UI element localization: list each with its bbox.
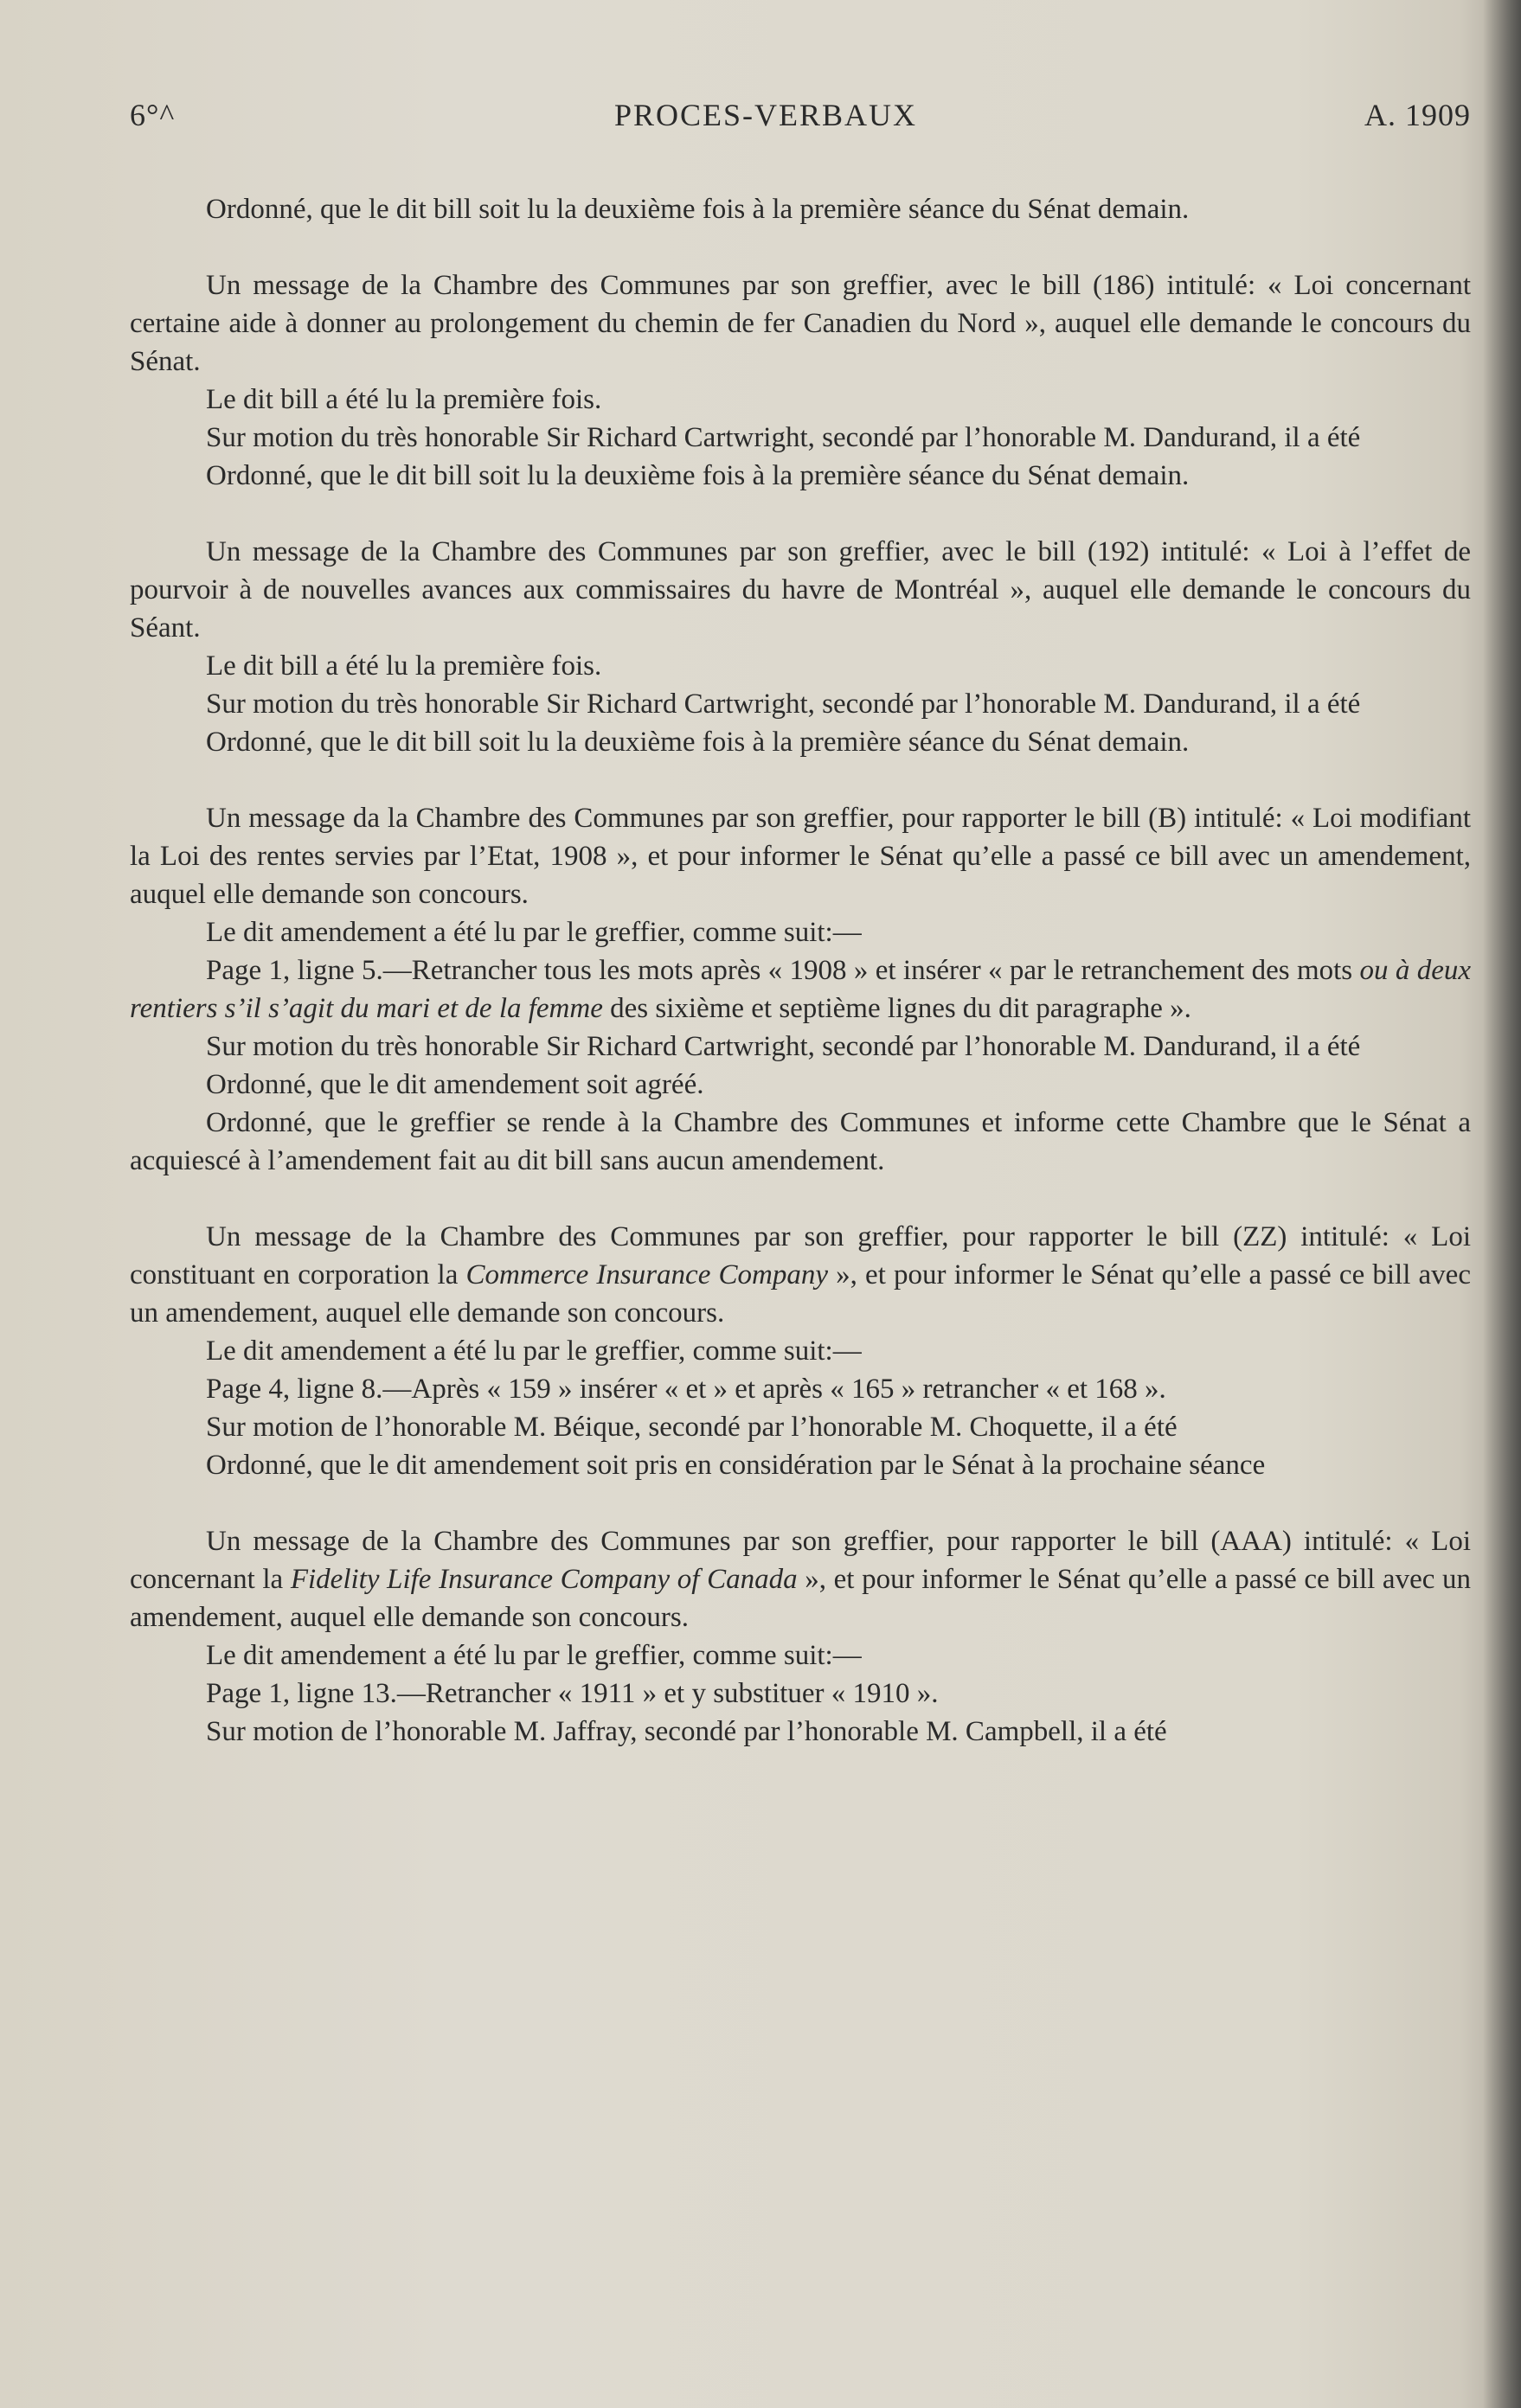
italic-text-run: Commerce Insurance Company [465,1259,828,1290]
paragraph: Sur motion du très honorable Sir Richard Cartwright, secondé par l’honorable M. Dandurand, il a été [206,1031,1361,1062]
text-run: Un message de la Chambre des Communes par son greffier, pour rapporter le bill (AAA) intitulé: « Loi concernant la [130,1526,1471,1595]
session-year: A. 1909 [1364,98,1471,132]
text-run: Page 1, ligne 5.—Retrancher tous les mots après « 1908 » et insérer « par le retranchement des mots [206,955,1360,986]
paragraph: Sur motion du très honorable Sir Richard Cartwright, secondé par l’honorable M. Dandurand, il a été [206,688,1361,720]
paragraph: Un message da la Chambre des Communes par son greffier, pour rapporter le bill (B) intitulé: « Loi modifiant la Loi des rentes servies par l’Etat, 1908 », et pour informer le Sénat qu’elle a passé ce bill avec un amendement, auquel elle demande son concours. [130,803,1471,910]
paragraph: Le dit bill a été lu la première fois. [206,384,602,415]
paragraph: Le dit amendement a été lu par le greffier, comme suit:— [206,1640,862,1671]
paragraph: Ordonné, que le dit amendement soit agréé. [206,1069,704,1100]
paragraph: Ordonné, que le dit bill soit lu la deuxième fois à la première séance du Sénat demain. [206,194,1190,225]
paragraph: Le dit amendement a été lu par le greffier, comme suit:— [206,917,862,948]
page-header [130,97,1471,140]
paragraph-with-italic [130,1218,1471,1332]
document-body [130,190,1471,1751]
paragraph: Sur motion de l’honorable M. Jaffray, secondé par l’honorable M. Campbell, il a été [206,1716,1167,1747]
paragraph: Sur motion du très honorable Sir Richard Cartwright, secondé par l’honorable M. Dandurand, il a été [206,422,1361,453]
paragraph: Ordonné, que le greffier se rende à la Chambre des Communes et informe cette Chambre que le Sénat a acquiescé à l’amendement fait au dit bill sans aucun amendement. [130,1107,1471,1176]
book-spine-shadow [1483,0,1521,2408]
paragraph: Ordonné, que le dit bill soit lu la deuxième fois à la première séance du Sénat demain. [206,727,1190,758]
paragraph: Le dit amendement a été lu par le greffier, comme suit:— [206,1335,862,1367]
running-title: PROCES-VERBAUX [614,98,918,132]
page-number: 6°^ [130,98,176,132]
text-run: Un message de la Chambre des Communes par son greffier, pour rapporter le bill (ZZ) intitulé: « Loi constituant en corporation la [130,1221,1471,1290]
italic-text-run: ou à deux rentiers s’il s’agit du mari et de la femme [130,955,1471,1024]
text-run: », et pour informer le Sénat qu’elle a passé ce bill avec un amendement, auquel elle demande son concours. [130,1259,1471,1329]
paragraph: Page 1, ligne 13.—Retrancher « 1911 » et y substituer « 1910 ». [206,1678,939,1709]
paragraph: Le dit bill a été lu la première fois. [206,650,602,682]
paragraph: Ordonné, que le dit amendement soit pris en considération par le Sénat à la prochaine séance [206,1450,1266,1481]
paragraph: Page 4, ligne 8.—Après « 159 » insérer « et » et après « 165 » retrancher « et 168 ». [206,1374,1166,1405]
text-run: des sixième et septième lignes du dit paragraphe ». [602,993,1191,1024]
italic-text-run: Fidelity Life Insurance Company of Canada [290,1564,798,1595]
paragraph: Sur motion de l’honorable M. Béique, secondé par l’honorable M. Choquette, il a été [206,1412,1178,1443]
paragraph: Ordonné, que le dit bill soit lu la deuxième fois à la première séance du Sénat demain. [206,460,1190,491]
paragraph: Un message de la Chambre des Communes par son greffier, avec le bill (186) intitulé: « Loi concernant certaine aide à donner au prolongement du chemin de fer Canadien du Nord », auquel elle demande le concours du Sénat. [130,270,1471,377]
paragraph-with-italic [130,951,1471,1028]
paragraph: Un message de la Chambre des Communes par son greffier, avec le bill (192) intitulé: « Loi à l’effet de pourvoir à de nouvelles avances aux commissaires du havre de Montréal », auquel elle demande le concours du Séant. [130,536,1471,644]
paragraph-with-italic [130,1522,1471,1636]
text-run: », et pour informer le Sénat qu’elle a passé ce bill avec un amendement, auquel elle demande son concours. [130,1564,1472,1633]
